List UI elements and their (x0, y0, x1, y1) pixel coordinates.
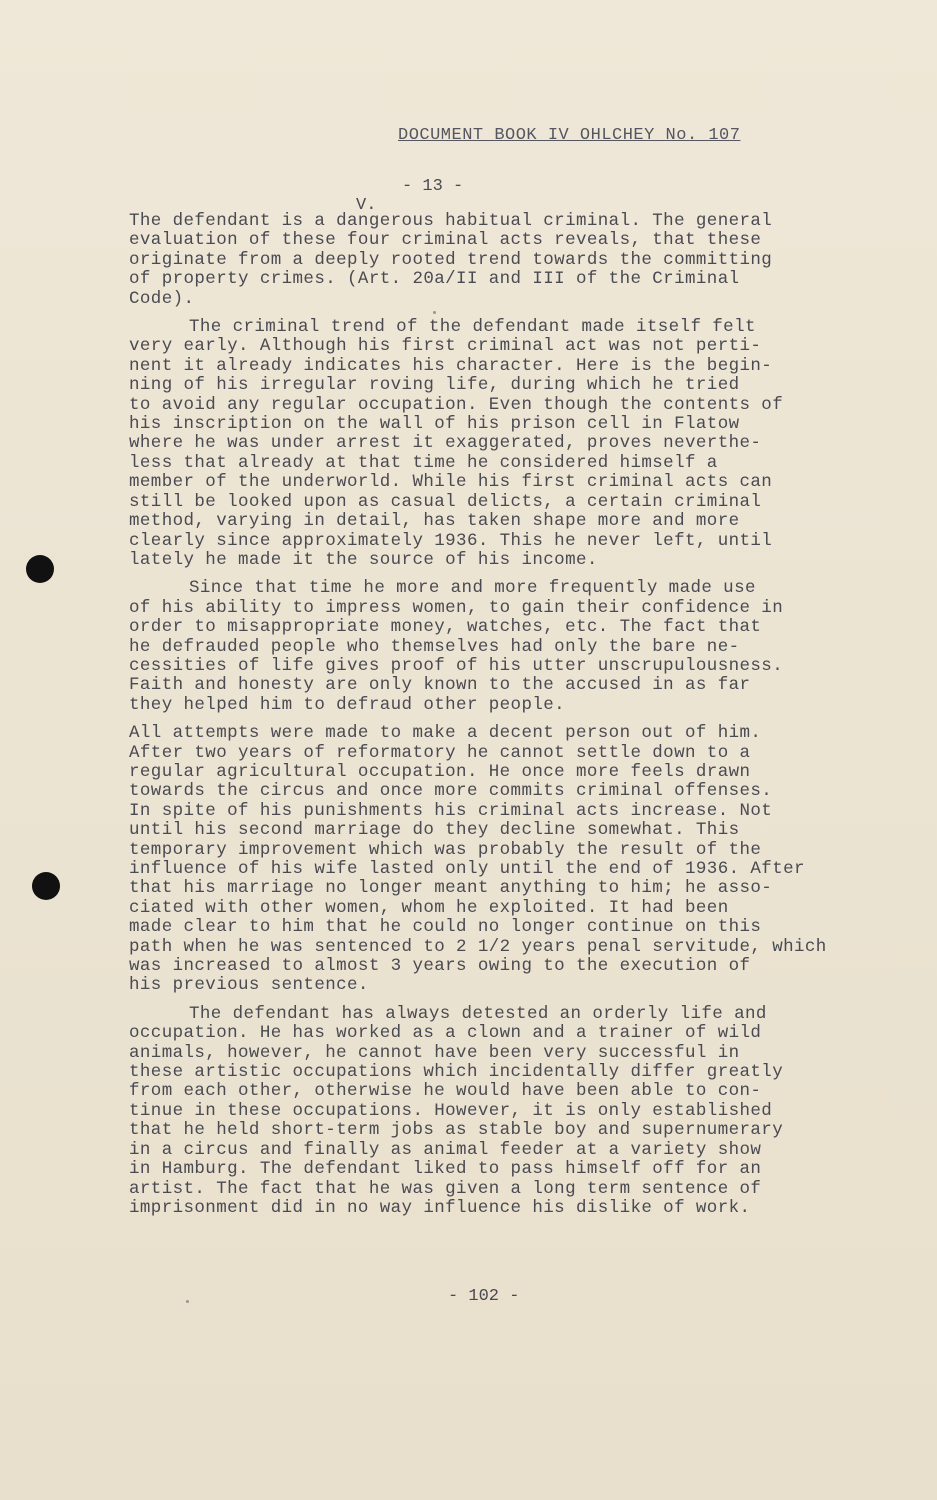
text-line: in Hamburg. The defendant liked to pass himself off for an (129, 1159, 762, 1180)
text-line: that his marriage no longer meant anything to him; he asso- (129, 878, 773, 899)
text-line: Faith and honesty are only known to the accused in as far (129, 675, 751, 696)
text-line: The criminal trend of the defendant made itself felt (189, 317, 756, 338)
text-line: occupation. He has worked as a clown and a trainer of wild (129, 1023, 762, 1044)
text-line: these artistic occupations which incidentally differ greatly (129, 1062, 784, 1083)
text-line: they helped him to defraud other people. (129, 694, 566, 715)
document-book-reference: DOCUMENT BOOK IV OHLCHEY No. 107 (398, 126, 741, 145)
text-line: until his second marriage do they decline somewhat. This (129, 820, 740, 841)
text-line: originate from a deeply rooted trend towards the committing (129, 249, 773, 270)
text-line: made clear to him that he could no longer continue on this (129, 917, 762, 938)
text-line: he defrauded people who themselves had only the bare ne- (129, 636, 740, 657)
text-line: to avoid any regular occupation. Even though the contents of (129, 394, 784, 415)
text-line: less that already at that time he considered himself a (129, 452, 718, 473)
page-number-bottom: - 102 - (448, 1287, 520, 1306)
text-line: artist. The fact that he was given a long term sentence of (129, 1178, 762, 1199)
text-line: his inscription on the wall of his prison cell in Flatow (129, 414, 740, 435)
paragraph-3 (129, 579, 889, 715)
text-line: All attempts were made to make a decent person out of him. (129, 723, 762, 744)
text-line: still be looked upon as casual delicts, a certain criminal (129, 491, 762, 512)
text-line: Code). (129, 288, 195, 309)
text-line: in a circus and finally as animal feeder at a variety show (129, 1139, 762, 1160)
text-line: regular agricultural occupation. He once more feels drawn (129, 761, 751, 782)
text-line: of his ability to impress women, to gain their confidence in (129, 597, 784, 618)
text-line: of property crimes. (Art. 20a/II and III of the Criminal (129, 269, 740, 290)
paragraph-5 (129, 1005, 889, 1218)
paper-speck (433, 311, 436, 314)
text-line: The defendant is a dangerous habitual criminal. The general (129, 211, 773, 231)
text-line: animals, however, he cannot have been very successful in (129, 1042, 740, 1063)
text-line: path when he was sentenced to 2 1/2 years penal servitude, which (129, 936, 827, 957)
text-line: method, varying in detail, has taken shape more and more (129, 511, 740, 532)
text-line: member of the underworld. While his first criminal acts can (129, 472, 773, 493)
paragraph-4 (129, 724, 889, 996)
text-line: order to misappropriate money, watches, etc. The fact that (129, 617, 762, 638)
text-line: After two years of reformatory he cannot settle down to a (129, 742, 751, 763)
page-number-top: - 13 - (402, 177, 464, 196)
text-line: that he held short-term jobs as stable boy and supernumerary (129, 1120, 784, 1141)
text-line: clearly since approximately 1936. This he never left, until (129, 530, 773, 551)
text-line: imprisonment did in no way influence his dislike of work. (129, 1197, 751, 1218)
document-body (129, 212, 889, 1227)
text-line: evaluation of these four criminal acts reveals, that these (129, 230, 762, 251)
text-line: tinue in these occupations. However, it is only established (129, 1100, 773, 1121)
text-line: The defendant has always detested an orderly life and (189, 1003, 767, 1024)
text-line: was increased to almost 3 years owing to the execution of (129, 956, 751, 977)
text-line: temporary improvement which was probably the result of the (129, 839, 762, 860)
text-line: nent it already indicates his character. Here is the begin- (129, 355, 773, 376)
text-line: influence of his wife lasted only until the end of 1936. After (129, 859, 805, 879)
text-line: his previous sentence. (129, 975, 369, 996)
paper-speck (186, 1300, 189, 1303)
text-line: very early. Although his first criminal act was not perti- (129, 336, 762, 357)
text-line: In spite of his punishments his criminal acts increase. Not (129, 800, 773, 821)
punch-hole (32, 872, 60, 900)
text-line: from each other, otherwise he would have been able to con- (129, 1081, 762, 1102)
text-line: ciated with other women, whom he exploited. It had been (129, 897, 729, 918)
text-line: where he was under arrest it exaggerated, proves neverthe- (129, 433, 762, 454)
text-line: cessities of life gives proof of his utter unscrupulousness. (129, 655, 784, 676)
text-line: Since that time he more and more frequently made use (189, 578, 756, 599)
punch-hole (26, 555, 54, 583)
section-label: V. (356, 196, 377, 215)
text-line: lately he made it the source of his income. (129, 549, 598, 570)
paragraph-2 (129, 318, 889, 570)
paragraph-1 (129, 212, 889, 309)
text-line: ning of his irregular roving life, during which he tried (129, 375, 740, 396)
text-line: towards the circus and once more commits criminal offenses. (129, 781, 773, 802)
